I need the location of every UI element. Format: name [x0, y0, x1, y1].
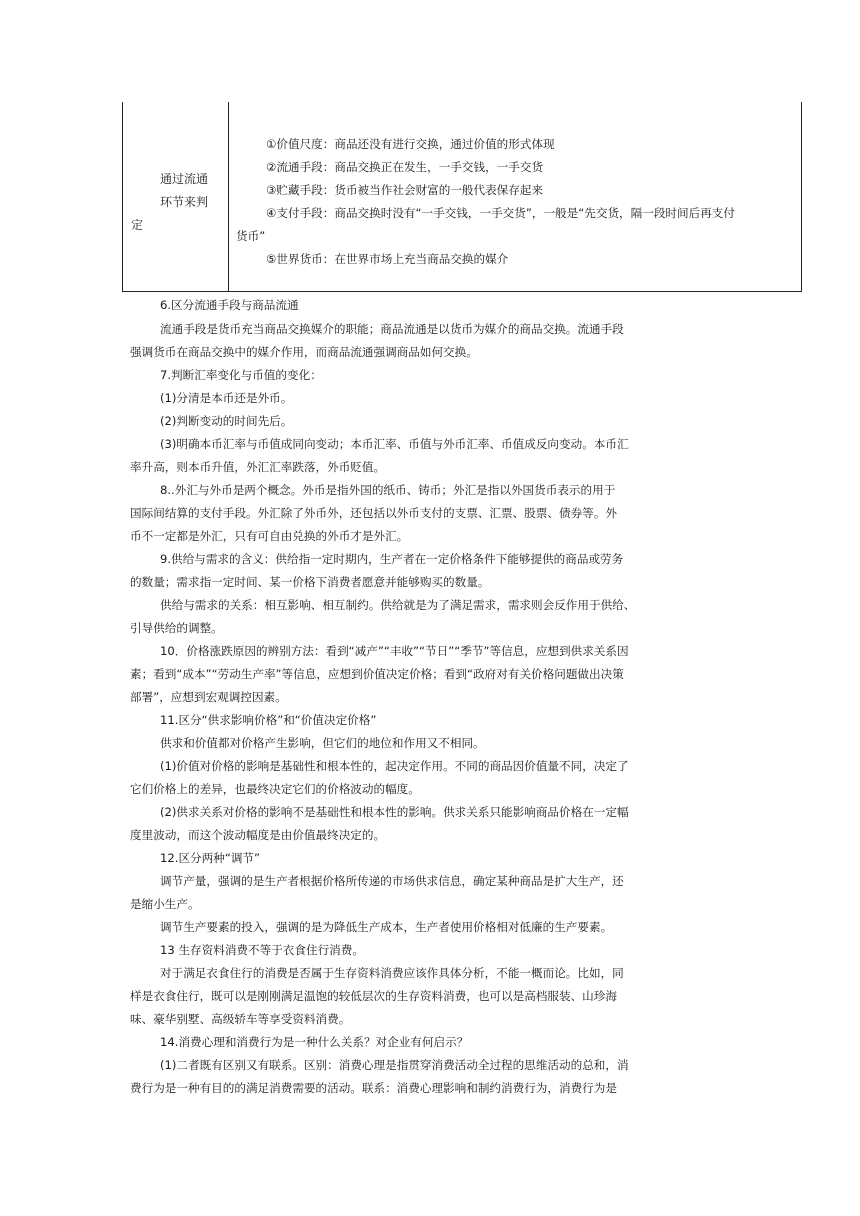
- paragraph-line: 率升高，则本币升值，外汇汇率跌落，外币贬值。: [130, 460, 386, 474]
- paragraph-line: (2)供求关系对价格的影响不是基础性和根本性的影响。供求关系只能影响商品价格在一定幅: [160, 805, 629, 819]
- paragraph-line: 调节生产要素的投入，强调的是为降低生产成本，生产者使用价格相对低廉的生产要素。: [160, 920, 613, 934]
- heading-14: 14.消费心理和消费行为是一种什么关系？对企业有何启示？: [160, 1035, 469, 1049]
- heading-8: 8..外汇与外币是两个概念。外币是指外国的纸币、铸币；外汇是指以外国货币表示的用于: [160, 483, 616, 497]
- paragraph-line: 样是衣食住行，既可以是刚刚满足温饱的较低层次的生存资料消费，也可以是高档服装、山珍海: [130, 989, 617, 1003]
- paragraph-line: 强调货币在商品交换中的媒介作用，而商品流通强调商品如何交换。: [130, 345, 478, 359]
- heading-10: 10．价格涨跌原因的辨别方法：看到“减产”“丰收”“节日”“季节”等信息，应想到供求关系因: [160, 644, 629, 658]
- paragraph-line: 国际间结算的支付手段。外汇除了外币外，还包括以外币支付的支票、汇票、股票、债券等。外: [130, 506, 617, 520]
- function-value-measure: ①价值尺度：商品还没有进行交换，通过价值的形式体现: [266, 137, 555, 151]
- criterion-line-3: 定: [131, 218, 144, 232]
- paragraph-line: 对于满足衣食住行的消费是否属于生存资料消费应该作具体分析，不能一概而论。比如，同: [160, 966, 624, 980]
- paragraph-line: 部署”，应想到宏观调控因素。: [130, 690, 287, 704]
- heading-13: 13 生存资料消费不等于衣食住行消费。: [160, 943, 364, 957]
- heading-12: 12.区分两种“调节”: [160, 851, 261, 865]
- paragraph-line: 流通手段是货币充当商品交换媒介的职能；商品流通是以货币为媒介的商品交换。流通手段: [160, 322, 624, 336]
- paragraph-line: 币不一定都是外汇，只有可自由兑换的外币才是外汇。: [130, 529, 409, 543]
- paragraph-line: 引导供给的调整。: [130, 621, 223, 635]
- paragraph-line: (2)判断变动的时间先后。: [160, 414, 293, 428]
- paragraph-line: (1)分清是本币还是外币。: [160, 391, 293, 405]
- function-payment-cont: 货币”: [236, 229, 266, 243]
- paragraph-line: 供求和价值都对价格产生影响，但它们的地位和作用又不相同。: [160, 736, 485, 750]
- heading-6: 6.区分流通手段与商品流通: [160, 298, 299, 312]
- criterion-line-1: 通过流通: [160, 172, 209, 186]
- paragraph-line: (1)价值对价格的影响是基础性和根本性的，起决定作用。不同的商品因价值量不同，决定了: [160, 759, 629, 773]
- paragraph-line: 供给与需求的关系：相互影响、相互制约。供给就是为了满足需求，需求则会反作用于供给、: [160, 598, 636, 612]
- paragraph-line: 的数量；需求指一定时间、某一价格下消费者愿意并能够购买的数量。: [130, 575, 490, 589]
- money-function-table: [122, 102, 802, 292]
- paragraph-line: 味、豪华别墅、高级轿车等享受资料消费。: [130, 1012, 351, 1026]
- function-payment: ④支付手段：商品交换时没有“一手交钱，一手交货”，一般是“先交货，隔一段时间后再支付: [266, 206, 735, 220]
- paragraph-line: 素；看到“成本”“劳动生产率”等信息，应想到价值决定价格；看到“政府对有关价格问题做出决策: [130, 667, 624, 681]
- heading-11: 11.区分“供求影响价格”和“价值决定价格”: [160, 713, 377, 727]
- heading-9: 9.供给与需求的含义：供给指一定时期内，生产者在一定价格条件下能够提供的商品或劳务: [160, 552, 624, 566]
- paragraph-line: 度里波动，而这个波动幅度是由价值最终决定的。: [130, 828, 386, 842]
- criterion-cell: [122, 102, 228, 292]
- heading-7: 7.判断汇率变化与币值的变化：: [160, 368, 322, 382]
- function-storage: ③贮藏手段：货币被当作社会财富的一般代表保存起来: [266, 183, 544, 197]
- criterion-line-2: 环节来判: [160, 195, 209, 209]
- paragraph-line: 调节产量，强调的是生产者根据价格所传递的市场供求信息，确定某种商品是扩大生产，还: [160, 874, 624, 888]
- function-world-money: ⑤世界货币：在世界市场上充当商品交换的媒介: [266, 252, 509, 266]
- paragraph-line: 它们价格上的差异，也最终决定它们的价格波动的幅度。: [130, 782, 420, 796]
- function-circulation: ②流通手段：商品交换正在发生，一手交钱，一手交货: [266, 160, 544, 174]
- paragraph-line: (1)二者既有区别又有联系。区别：消费心理是指贯穿消费活动全过程的思维活动的总和，消: [160, 1058, 629, 1072]
- paragraph-line: 是缩小生产。: [130, 897, 200, 911]
- paragraph-line: (3)明确本币汇率与币值成同向变动；本币汇率、币值与外币汇率、币值成反向变动。本币汇: [160, 437, 629, 451]
- paragraph-line: 费行为是一种有目的的满足消费需要的活动。联系：消费心理影响和制约消费行为，消费行为是: [130, 1081, 617, 1095]
- functions-cell: [228, 102, 802, 292]
